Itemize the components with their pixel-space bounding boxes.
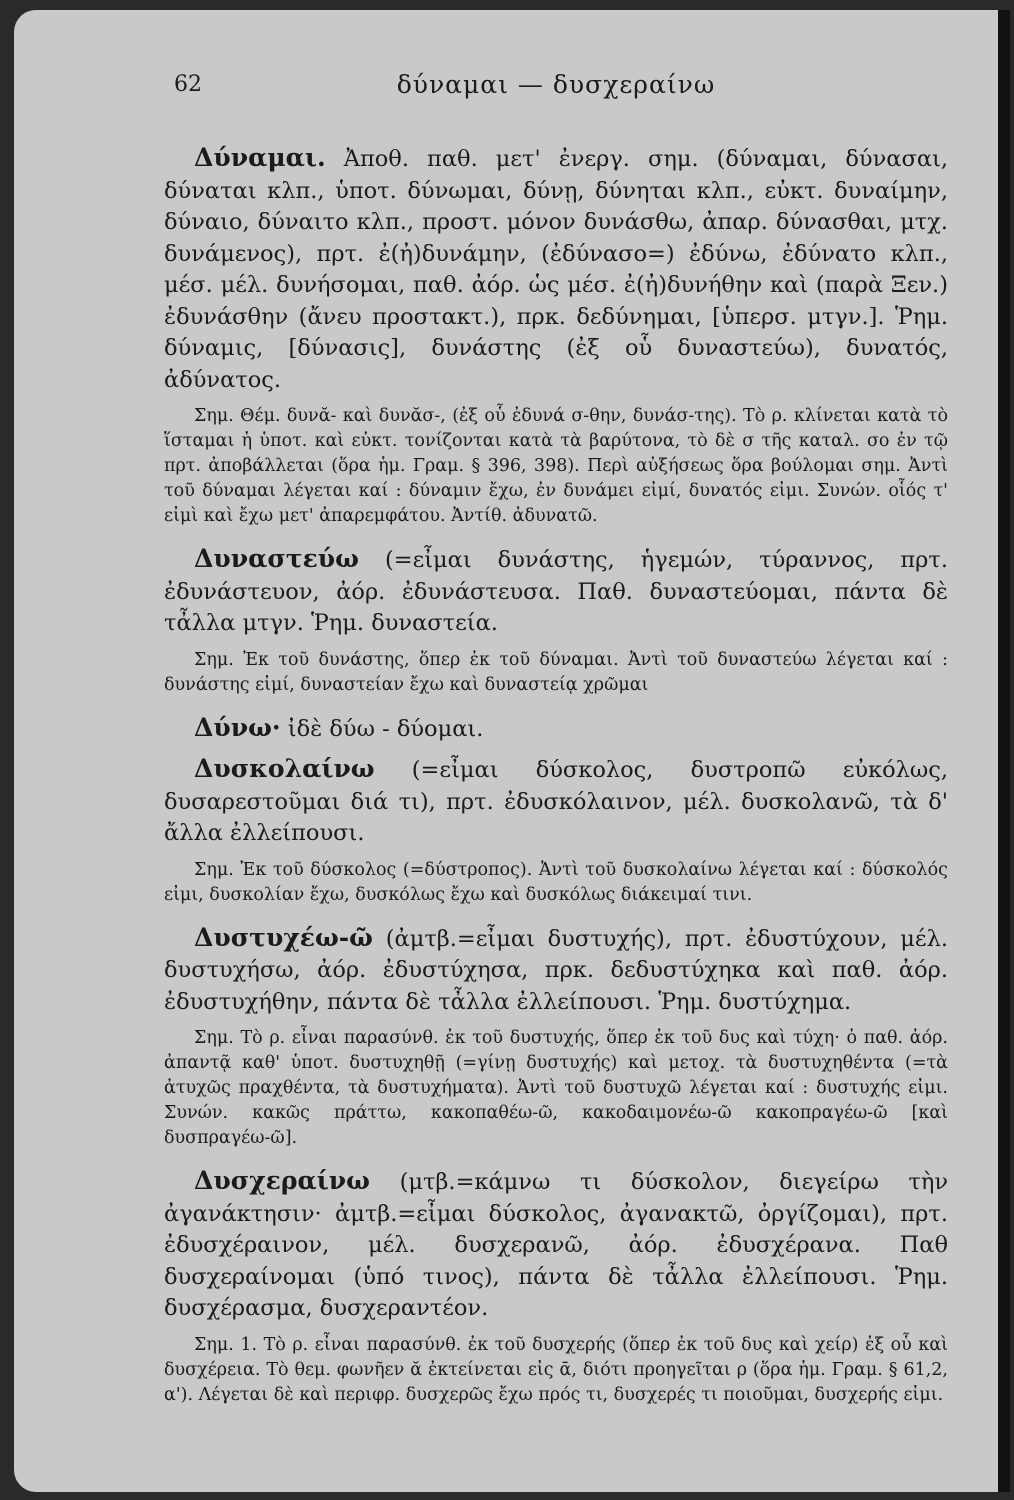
book-page [14, 10, 998, 1492]
entry-note: Σημ. 1. Τὸ ρ. εἶναι παρασύνθ. ἐκ τοῦ δυσχερής (ὅπερ ἐκ τοῦ δυς καὶ χείρ) ἐξ οὗ καὶ δυσχέρεια. Τὸ θεμ. φωνῆεν ᾰ ἐκτείνεται εἰς ᾱ, διότι προηγεῖται ρ (ὅρα ἡμ. Γραμ. § 61,2, α'). Λέγεται δὲ καὶ περιφρ. δυσχερῶς ἔχω πρός τι, δυσχερές τι ποιοῦμαι, δυσχερής εἰμι. [164, 1334, 948, 1405]
entry-main [164, 712, 948, 746]
lemma: Δυστυχέω-ῶ [194, 922, 373, 952]
entry-dyscheraino [164, 1165, 948, 1408]
entry-main [164, 543, 948, 640]
entry-main [164, 142, 948, 396]
running-title: δύναμαι — δυσχεραίνω [396, 70, 716, 99]
entry-dyno [164, 712, 948, 746]
page-edge [998, 10, 1010, 1492]
lemma: Δυσκολαίνω [194, 754, 375, 783]
lemma: Δύνω· [194, 712, 281, 742]
page-number: 62 [174, 72, 202, 97]
lemma: Δυναστεύω [194, 544, 359, 573]
entry-note: Σημ. Ἐκ τοῦ δύσκολος (=δύστροπος). Ἀντὶ τοῦ δυσκολαίνω λέγεται καί : δύσκολός εἰμι, δυσκολίαν ἔχω, δυσκόλως ἔχω καὶ δυσκόλως διάκειμαί τινι. [164, 859, 948, 905]
entry-dyskolaino [164, 753, 948, 908]
entry-text: ἰδὲ δύω - δύομαι. [287, 715, 484, 742]
entry-note: Σημ. Θέμ. δυνᾰ- καὶ δυνᾰσ-, (ἐξ οὗ ἐδυνά σ-θην, δυνάσ-της). Τὸ ρ. κλίνεται κατὰ τὸ ἵσταμαι ἡ ὑποτ. καὶ εὐκτ. τονίζονται κατὰ τὰ βαρύτονα, τὸ δὲ σ τῆς καταλ. σο ἐν τῷ πρτ. ἀποβάλλεται (ὅρα ἡμ. Γραμ. § 396, 398). Περὶ αὐξήσεως ὅρα βούλομαι σημ. Ἀντὶ τοῦ δύναμαι λέγεται καί : δύναμιν ἔχω, ἐν δυνάμει εἰμί, δυνατός εἰμι. Συνών. οἷός τ' εἰμὶ καὶ ἔχω μετ' ἀπαρεμφάτου. Ἀντίθ. ἀδυνατῶ. [164, 406, 948, 526]
entry-text: (=εἶμαι δύσκολος, δυστροπῶ εὐκόλως, δυσαρεστοῦμαι διά τι), πρτ. ἐδυσκόλαινον, μέλ. δυσκολανῶ, τὰ δ' ἄλλα ἐλλείπουσι. [164, 757, 949, 846]
entry-note: Σημ. Τὸ ρ. εἶναι παρασύνθ. ἐκ τοῦ δυστυχής, ὅπερ ἐκ τοῦ δυς καὶ τύχη· ὁ παθ. ἀόρ. ἀπαντᾷ καθ' ὑποτ. δυστυχηθῇ (=γίνῃ δυστυχής) καὶ μετοχ. τὰ δυστυχηθέντα (=τὰ ἀτυχῶς πραχθέντα, τὰ δυστυχήματα). Ἀντὶ τοῦ δυστυχῶ λέγεται καί : δυστυχής εἰμι. Συνών. κακῶς πράττω, κακοπαθέω-ῶ, κακοδαιμονέω-ῶ κακοπραγέω-ῶ [καὶ δυσπραγέω-ῶ]. [164, 1028, 948, 1148]
lemma: Δυσχεραίνω [194, 1166, 370, 1195]
page-header [164, 62, 948, 106]
entry-text: (μτβ.=κάμνω τι δύσκολον, διεγείρω τὴν ἀγανάκτησιν· ἀμτβ.=εἶμαι δύσκολος, ἀγανακτῶ, ὀργίζομαι), πρτ. ἐδυσχέραινον, μέλ. δυσχερανῶ, ἀόρ. ἐδυσχέρανα. Παθ δυσχεραίνομαι (ὑπό τινος), πάντα δὲ τἆλλα ἐλλείπουσι. Ῥημ. δυσχέρασμα, δυσχεραντέον. [164, 1169, 949, 1321]
entry-main [164, 922, 948, 1019]
entry-dynamai [164, 142, 948, 529]
entry-text: (ἀμτβ.=εἶμαι δυστυχής), πρτ. ἐδυστύχουν, μέλ. δυστυχήσω, ἀόρ. ἐδυστύχησα, πρκ. δεδυστύχηκα καὶ παθ. ἀόρ. ἐδυστυχήθην, πάντα δὲ τἆλλα ἐλλείπουσι. Ῥημ. δυστύχημα. [164, 925, 948, 1015]
entry-text: (=εἶμαι δυνάστης, ἡγεμών, τύραννος, πρτ. ἐδυνάστευον, ἀόρ. ἐδυνάστευσα. Παθ. δυναστεύομαι, πάντα δὲ τἆλλα μτγν. Ῥημ. δυναστεία. [164, 547, 948, 636]
entry-dystycheo [164, 922, 948, 1152]
lemma: Δύναμαι. [194, 143, 326, 172]
entry-main [164, 1165, 948, 1325]
entry-text: Ἀποθ. παθ. μετ' ἐνεργ. σημ. (δύναμαι, δύνασαι, δύναται κλπ., ὑποτ. δύνωμαι, δύνῃ, δύνηται κλπ., εὐκτ. δυναίμην, δύναιο, δύναιτο κλπ., προστ. μόνον δυνάσθω, ἀπαρ. δύνασθαι, μτχ. δυνάμενος), πρτ. ἐ(ἠ)δυνάμην, (ἐδύνασο=) ἐδύνω, ἐδύνατο κλπ., μέσ. μέλ. δυνήσομαι, παθ. ἀόρ. ὡς μέσ. ἐ(ἠ)δυνήθην καὶ (παρὰ Ξεν.) ἐδυνάσθην (ἄνευ προστακτ.), πρκ. δεδύνημαι, [ὑπερσ. μτγν.]. Ῥημ. δύναμις, [δύνασις], δυνάστης (ἐξ οὗ δυναστεύω), δυνατός, ἀδύνατος. [164, 146, 948, 393]
entry-dynasteuo [164, 543, 948, 698]
entry-note: Σημ. Ἐκ τοῦ δυνάστης, ὅπερ ἐκ τοῦ δύναμαι. Ἀντὶ τοῦ δυναστεύω λέγεται καί : δυνάστης εἰμί, δυναστείαν ἔχω καὶ δυναστείᾳ χρῶμαι [164, 649, 948, 695]
entry-main [164, 753, 948, 850]
